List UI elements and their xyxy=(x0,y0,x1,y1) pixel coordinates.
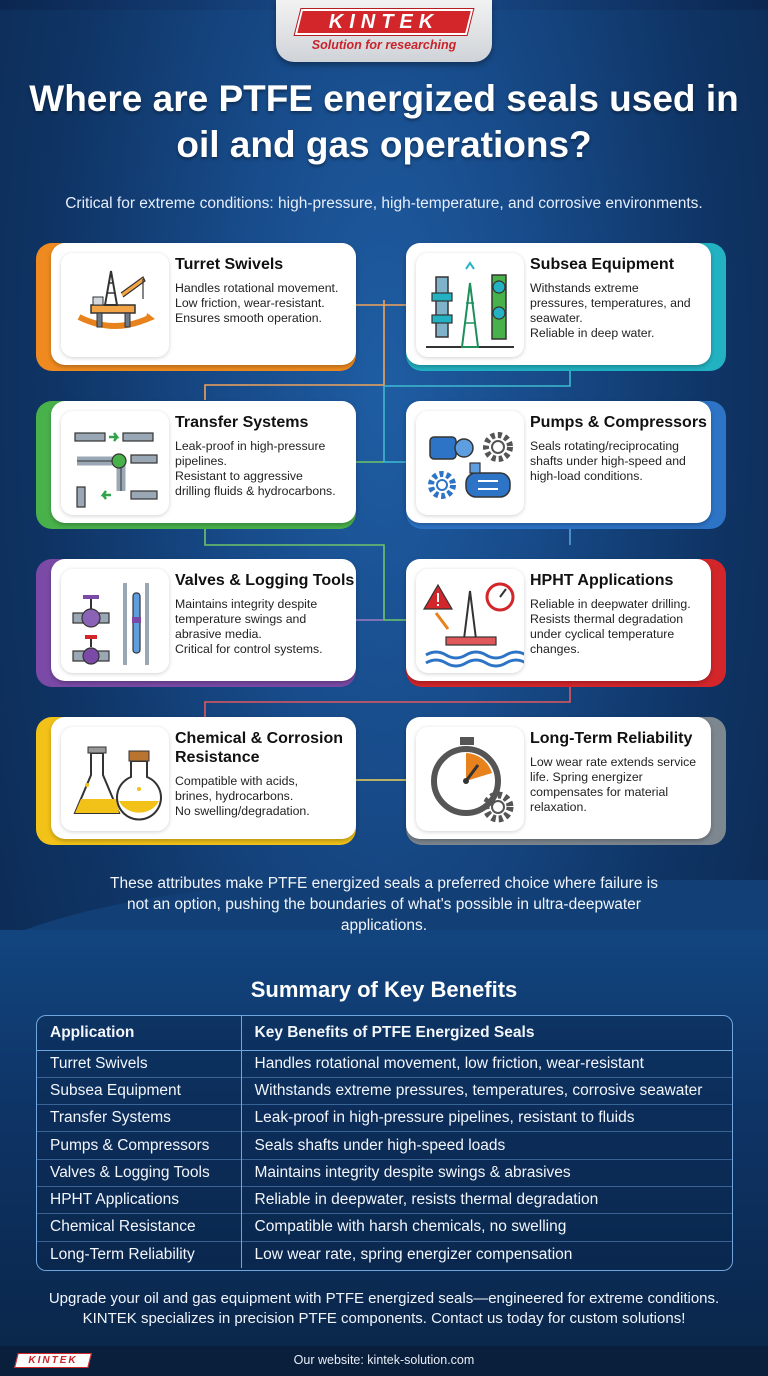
card-description: Low wear rate extends service life. Spring energizer compensates for material relaxation. xyxy=(530,755,697,814)
call-to-action xyxy=(10,1289,758,1329)
pipeline-icon xyxy=(61,411,169,515)
card-description: Maintains integrity despite temperature swings and abrasive media. Critical for control systems. xyxy=(175,597,323,656)
table-row xyxy=(37,1105,732,1132)
cta-line-2: KINTEK specializes in precision PTFE components. Contact us today for custom solutions! xyxy=(82,1310,686,1327)
card-pumps-compressors[interactable] xyxy=(406,401,726,529)
cta-line-1: Upgrade your oil and gas equipment with PTFE energized seals—engineered for extreme conditions. xyxy=(48,1290,720,1307)
card-transfer-systems[interactable] xyxy=(36,401,356,529)
table-row xyxy=(37,1214,732,1241)
page-subtitle: Critical for extreme conditions: high-pressure, high-temperature, and corrosive environments. xyxy=(65,195,703,212)
card-hpht-applications[interactable] xyxy=(406,559,726,687)
table-row xyxy=(37,1241,732,1268)
card-description: Reliable in deepwater drilling. Resists thermal degradation under cyclical temperature changes. xyxy=(530,597,691,656)
card-valves-logging-tools[interactable] xyxy=(36,559,356,687)
card-description: Compatible with acids, brines, hydrocarbons. No swelling/degradation. xyxy=(175,774,310,818)
column-header-application: Application xyxy=(37,1016,241,1050)
table-cell: Withstands extreme pressures, temperatures, corrosive seawater xyxy=(241,1077,732,1104)
table-cell: Compatible with harsh chemicals, no swelling xyxy=(241,1214,732,1241)
card-chemical-corrosion-resistance[interactable] xyxy=(36,717,356,845)
card-turret-swivels[interactable] xyxy=(36,243,356,371)
card-title: Turret Swivels xyxy=(175,256,284,273)
flask-icon xyxy=(61,727,169,831)
card-title: HPHT Applications xyxy=(530,572,674,589)
card-title: Chemical & Corrosion Resistance xyxy=(175,730,344,766)
warning-rig-gauge-icon xyxy=(416,569,524,673)
table-row xyxy=(37,1132,732,1159)
table-cell: Pumps & Compressors xyxy=(37,1132,241,1159)
table-cell: Leak-proof in high-pressure pipelines, resistant to fluids xyxy=(241,1105,732,1132)
page-title: Where are PTFE energized seals used in oil and gas operations? xyxy=(29,78,739,165)
subsea-valves-icon xyxy=(416,253,524,357)
closing-statement: These attributes make PTFE energized seals a preferred choice where failure is not an option, pushing the boundaries of what's possible in ultra-deepwater applications. xyxy=(110,875,658,934)
table-cell: Handles rotational movement, low friction, wear-resistant xyxy=(241,1050,732,1077)
table-cell: Subsea Equipment xyxy=(37,1077,241,1104)
table-cell: Chemical Resistance xyxy=(37,1214,241,1241)
table-row xyxy=(37,1186,732,1213)
card-description: Seals rotating/reciprocating shafts under high-speed and high-load conditions. xyxy=(530,439,686,483)
table-cell: Valves & Logging Tools xyxy=(37,1159,241,1186)
table-cell: HPHT Applications xyxy=(37,1186,241,1213)
table-row xyxy=(37,1159,732,1186)
logo-tagline: Solution for researching xyxy=(311,38,457,52)
card-title: Valves & Logging Tools xyxy=(175,572,355,589)
card-subsea-equipment[interactable] xyxy=(406,243,726,371)
table-cell: Seals shafts under high-speed loads xyxy=(241,1132,732,1159)
logo-text: KINTEK xyxy=(328,11,440,33)
website-link[interactable]: Our website: kintek-solution.com xyxy=(293,1353,475,1367)
pump-gear-icon xyxy=(416,411,524,515)
footer-logo[interactable]: KINTEK xyxy=(28,1355,78,1366)
table-cell: Reliable in deepwater, resists thermal degradation xyxy=(241,1186,732,1213)
card-title: Subsea Equipment xyxy=(530,256,675,273)
card-long-term-reliability[interactable] xyxy=(406,717,726,845)
card-description: Withstands extreme pressures, temperatures, and seawater. Reliable in deep water. xyxy=(530,281,691,340)
valve-icon xyxy=(61,569,169,673)
table-cell: Long-Term Reliability xyxy=(37,1241,241,1268)
table-cell: Maintains integrity despite swings & abrasives xyxy=(241,1159,732,1186)
offshore-rig-icon xyxy=(61,253,169,357)
footer xyxy=(0,1346,768,1376)
card-title: Long-Term Reliability xyxy=(530,730,693,747)
table-cell: Turret Swivels xyxy=(37,1050,241,1077)
table-cell: Low wear rate, spring energizer compensation xyxy=(254,1245,573,1263)
card-description: Handles rotational movement. Low friction, wear-resistant. Ensures smooth operation. xyxy=(175,281,339,325)
benefits-table xyxy=(36,1015,733,1271)
card-description: Leak-proof in high-pressure pipelines. Resistant to aggressive drilling fluids & hydrocarbons. xyxy=(175,439,336,498)
card-title: Pumps & Compressors xyxy=(530,414,707,431)
table-header-row xyxy=(37,1016,732,1050)
stopwatch-gear-icon xyxy=(416,727,524,831)
card-title: Transfer Systems xyxy=(175,414,309,431)
table-cell: Transfer Systems xyxy=(37,1105,241,1132)
column-header-benefits: Key Benefits of PTFE Energized Seals xyxy=(241,1016,732,1050)
summary-title: Summary of Key Benefits xyxy=(250,977,518,1002)
table-row xyxy=(37,1077,732,1104)
table-row xyxy=(37,1050,732,1077)
